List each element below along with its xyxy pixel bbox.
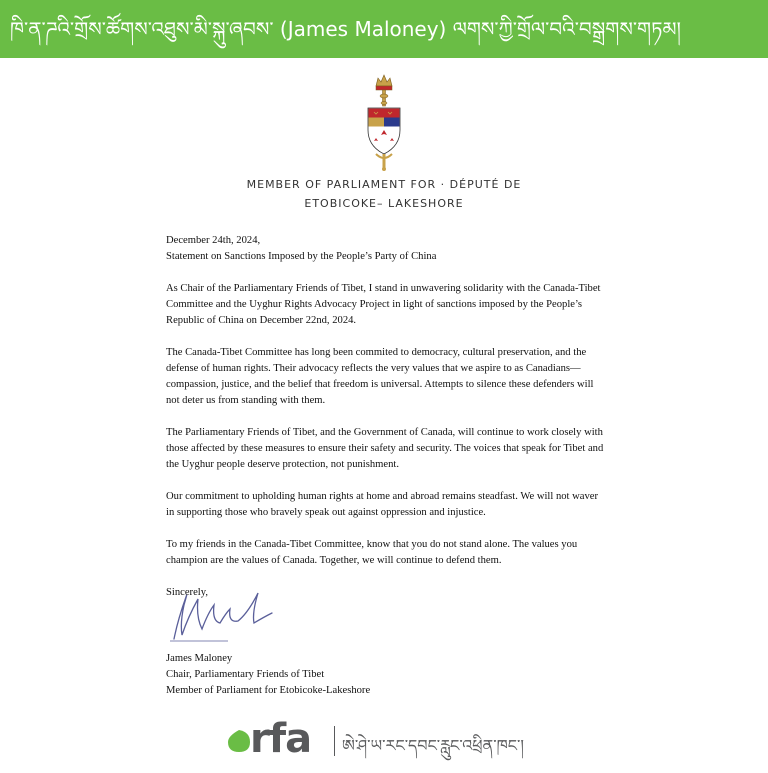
signatory-name: James Maloney (166, 653, 233, 664)
signature-block (166, 651, 566, 699)
rfa-footer (226, 716, 746, 762)
title-banner (0, 0, 768, 58)
letter-closing: Sincerely, (166, 587, 208, 598)
letter-subject: Statement on Sanctions Imposed by the People’s Party of China (166, 251, 437, 262)
paragraph: The Parliamentary Friends of Tibet, and the Government of Canada, will continue to work closely with those affected by these measures to ensure their safety and security. The voices that speak for Tibet and the Uyghur people deserve protection, not punishment. (166, 427, 604, 470)
paragraph: Our commitment to upholding human rights at home and abroad remains steadfast. We will not waver in supporting those who bravely speak out against oppression and injustice. (166, 491, 599, 518)
mp-title-line: MEMBER OF PARLIAMENT FOR · DÉPUTÉ DE (246, 178, 522, 191)
letter-date: December 24th, 2024, (166, 235, 261, 246)
letter-body (166, 233, 606, 601)
signatory-office: Member of Parliament for Etobicoke-Lakeshore (166, 685, 371, 696)
handwritten-signature (168, 583, 278, 643)
footer-divider (334, 726, 335, 756)
paragraph: As Chair of the Parliamentary Friends of Tibet, I stand in unwavering solidarity with the Canada-Tibet Committee and the Uyghur Rights Advocacy Project in light of sanctions imposed by the People’s Republic of China on December 22nd, 2024. (166, 283, 601, 326)
banner-title: ཁི་ན་ཌའི་གྲོས་ཚོགས་འཐུས་མི་སྐུ་ཞབས་ (James Maloney) ལགས་ཀྱི་གྲོལ་བའི་བསྒྲགས་གཏམ། (10, 17, 681, 41)
rfa-leaf-icon (226, 728, 252, 754)
paragraph: The Canada-Tibet Committee has long been commited to democracy, cultural preservation, and the defense of human rights. Their advocacy reflects the very values that we aspire to as Canadians—compassion, justice, and the belief that freedom is universal. Attempts to silence these defenders will not deter us from standing with them. (166, 347, 594, 406)
riding-name: ETOBICOKE– LAKESHORE (304, 197, 464, 210)
rfa-tagline: ཨེ་ཤེ་ཡ་རང་དབང་རླུང་འཕྲིན་ཁང་། (342, 736, 524, 755)
rfa-logo-text: rfa (250, 716, 312, 762)
house-of-commons-crest-icon (362, 72, 406, 172)
signatory-title: Chair, Parliamentary Friends of Tibet (166, 669, 325, 680)
paragraph: To my friends in the Canada-Tibet Committee, know that you do not stand alone. The values you champion are the values of Canada. Together, we will continue to defend them. (166, 539, 578, 566)
